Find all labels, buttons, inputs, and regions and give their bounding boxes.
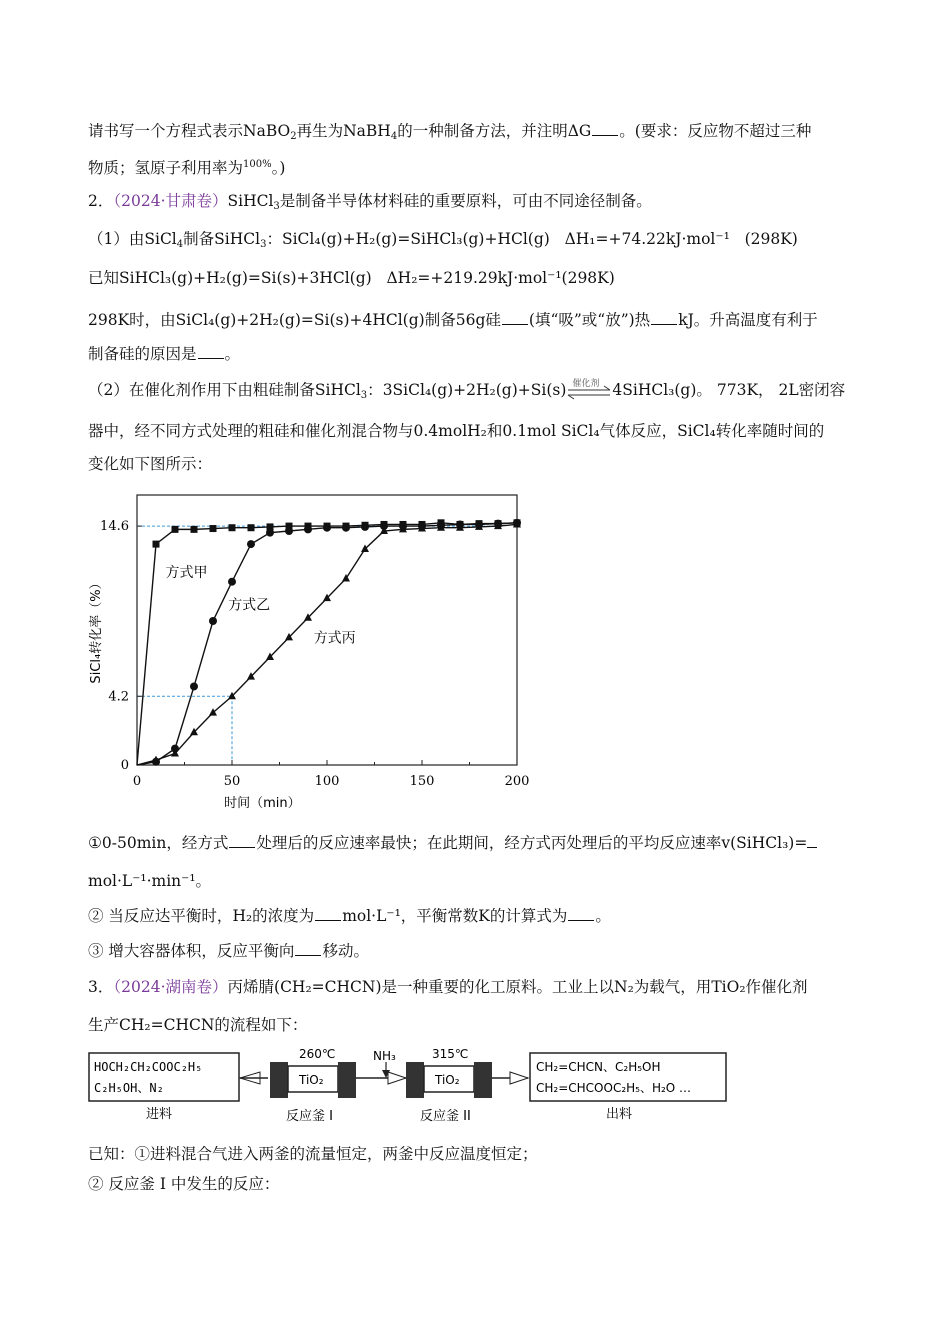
text-line xyxy=(88,154,285,179)
equation: 4SiHCl₃(g) xyxy=(612,381,697,399)
text: 转化率随时间的 xyxy=(715,422,825,440)
text: )是一种重要的化工原料。工业上以 xyxy=(375,978,615,996)
formula: TiO₂ xyxy=(711,978,746,996)
conversion-chart xyxy=(82,485,530,820)
question-2-header xyxy=(88,190,652,218)
reactor-flange-icon xyxy=(406,1062,424,1098)
reactor-flange-icon xyxy=(474,1062,492,1098)
text: 变化如下图所示： xyxy=(88,455,213,473)
arrow-icon xyxy=(388,1072,406,1084)
data-point xyxy=(228,578,236,586)
text: 298K时，由 xyxy=(88,311,176,329)
formula: SiHCl$_3$ xyxy=(227,192,280,212)
equilibrium-arrow-icon xyxy=(566,383,612,403)
data-point xyxy=(266,529,274,537)
question-number: 3． xyxy=(88,978,114,996)
x-tick-label: 0 xyxy=(132,774,142,789)
text-line xyxy=(88,267,615,289)
text-line xyxy=(88,453,212,475)
data-point xyxy=(323,524,331,532)
text: 处理后的反应速率最快；在此期间，经方式丙处理后的平均反应速率 xyxy=(256,834,722,852)
text: 是制备半导体材料硅的重要原料，可由不同途径制备。 xyxy=(279,192,652,210)
reactor-2-label: 反应釜 II xyxy=(420,1109,471,1124)
answer-blank[interactable] xyxy=(295,941,321,956)
question-source: （2024·甘肃卷） xyxy=(113,192,228,210)
output-line-2: CH₂=CHCOOC₂H₅、H₂O … xyxy=(536,1081,692,1095)
answer-blank[interactable] xyxy=(568,906,594,921)
equation: SiCl₄(g)+2H₂(g)=Si(s)+4HCl(g) xyxy=(175,311,425,329)
formula: SiHCl$_3$ xyxy=(314,381,368,401)
text-line xyxy=(88,1143,538,1165)
series-label: 方式甲 xyxy=(165,564,208,581)
question-number: 2． xyxy=(88,192,114,210)
formula: NaBO$_2$ xyxy=(243,122,297,142)
data-point xyxy=(361,523,369,531)
data-point xyxy=(285,527,293,535)
text: 已知 xyxy=(88,269,120,287)
process-flow-diagram xyxy=(88,1047,733,1130)
temperature: (298K) xyxy=(744,230,798,248)
value: 100% xyxy=(243,159,272,170)
text: ①0-50min，经方式 xyxy=(88,834,229,852)
text: ② 当反应达平衡时， xyxy=(88,907,233,925)
question-source: （2024·湖南卷） xyxy=(113,978,228,996)
text: 丙烯腈( xyxy=(227,978,281,996)
formula: SiHCl$_3$ xyxy=(214,230,267,250)
data-point xyxy=(342,524,350,532)
equation: SiHCl₃(g)+H₂(g)=Si(s)+3HCl(g) xyxy=(119,269,372,287)
value: 2L xyxy=(778,381,799,399)
text: 。 xyxy=(595,907,611,925)
text: 。 xyxy=(696,381,712,399)
value: 56g xyxy=(455,311,486,329)
arrow-icon xyxy=(510,1072,528,1084)
x-tick-label: 150 xyxy=(409,774,435,789)
data-point xyxy=(190,682,198,690)
text: （2）在催化剂作用下由粗硅制备 xyxy=(88,381,315,399)
text: 制备硅的原因是 xyxy=(88,345,197,363)
feed-line-1: HOCH₂CH₂COOC₂H₅ xyxy=(94,1060,203,1074)
value: 0.4molH₂ xyxy=(413,422,487,440)
formula: NaBH$_4$ xyxy=(343,122,398,142)
answer-blank[interactable] xyxy=(198,344,224,359)
text: 作催化剂 xyxy=(745,978,808,996)
feed-line-2: C₂H₅OH、N₂ xyxy=(94,1081,164,1095)
text: 。) xyxy=(271,159,286,177)
y-tick-label: 0 xyxy=(120,758,129,773)
formula: CH₂=CHCN xyxy=(119,1016,215,1034)
text-line xyxy=(88,228,798,256)
series-label: 方式丙 xyxy=(313,630,356,647)
reactor-1-catalyst: TiO₂ xyxy=(299,1073,324,1087)
data-point xyxy=(191,526,198,533)
text: 制备 xyxy=(424,311,456,329)
text-line xyxy=(88,1014,307,1036)
y-tick-label: 14.6 xyxy=(100,519,129,535)
text: ③ 增大容器体积，反应平衡向 xyxy=(88,942,295,960)
reactor-1-label: 反应釜 I xyxy=(286,1109,333,1124)
text: 的浓度为 xyxy=(252,907,315,925)
data-point xyxy=(210,525,217,532)
text: mol·L⁻¹·min⁻¹。 xyxy=(88,872,212,890)
data-point xyxy=(304,525,312,533)
text-line xyxy=(88,420,824,442)
x-axis-label: 时间（min） xyxy=(224,796,301,811)
value: 0.1mol SiCl₄ xyxy=(502,422,600,440)
text: （1）由 xyxy=(88,230,145,248)
text: 物质；氢原子利用率为 xyxy=(88,159,244,177)
text-line xyxy=(88,905,611,927)
text: 和 xyxy=(486,422,503,440)
text: 。(要求：反应物不超过三种 xyxy=(619,122,812,140)
data-point xyxy=(153,541,160,548)
data-point xyxy=(172,526,179,533)
reactor-1-temp: 260℃ xyxy=(299,1047,336,1061)
equation: SiCl₄(g)+H₂(g)=SiHCl₃(g)+HCl(g) xyxy=(281,230,550,248)
answer-blank[interactable] xyxy=(651,310,677,325)
text-line xyxy=(88,940,369,962)
nh3-label: NH₃ xyxy=(373,1049,396,1063)
data-point xyxy=(248,524,255,531)
text: 气体反应， xyxy=(599,422,678,440)
feed-label: 进料 xyxy=(146,1107,173,1122)
text: ： xyxy=(266,230,282,248)
text-line xyxy=(88,120,811,148)
text: kJ。升高温度有利于 xyxy=(678,311,818,329)
y-tick-label: 4.2 xyxy=(108,689,129,705)
text: 的一种制备方法，并注明 xyxy=(397,122,568,140)
equation: 3SiCl₄(g)+2H₂(g)+Si(s) xyxy=(382,381,567,399)
formula: N₂ xyxy=(614,978,634,996)
text: 制备 xyxy=(183,230,215,248)
reactor-1 xyxy=(270,1047,356,1124)
output-line-1: CH₂=CHCN、C₂H₅OH xyxy=(536,1060,661,1074)
text-line xyxy=(88,379,845,407)
reactor-2-temp: 315℃ xyxy=(432,1047,469,1061)
text: (填“吸”或“放”)热 xyxy=(528,311,651,329)
text: 为载气，用 xyxy=(633,978,712,996)
answer-blank[interactable] xyxy=(807,833,817,848)
text: 移动。 xyxy=(322,942,369,960)
text: 已知：①进料混合气进入两釜的流量恒定，两釜中反应温度恒定； xyxy=(88,1145,538,1163)
text-line xyxy=(88,832,817,854)
formula: CH₂=CHCN xyxy=(280,978,376,996)
answer-blank[interactable] xyxy=(315,906,341,921)
formula: v(SiHCl₃)= xyxy=(721,834,808,852)
question-3-header xyxy=(88,976,808,998)
formula: ΔG xyxy=(567,122,592,140)
reactor-2-catalyst: TiO₂ xyxy=(435,1073,460,1087)
text: 生产 xyxy=(88,1016,120,1034)
x-tick-label: 100 xyxy=(314,774,340,789)
text: ： xyxy=(367,381,383,399)
x-tick-label: 50 xyxy=(223,774,241,789)
text: 器中，经不同方式处理的粗硅和催化剂混合物与 xyxy=(88,422,414,440)
text-line xyxy=(88,309,818,331)
data-point xyxy=(209,708,217,716)
text: ② 反应釜 I 中发生的反应： xyxy=(88,1175,280,1193)
output-label: 出料 xyxy=(606,1107,633,1122)
text-line xyxy=(88,1173,279,1195)
reactor-2 xyxy=(406,1047,492,1124)
text: mol·L⁻¹，平衡常数K的计算式为 xyxy=(342,907,568,925)
text-line xyxy=(88,343,240,365)
formula: SiCl₄ xyxy=(677,422,716,440)
text: 再生为 xyxy=(296,122,344,140)
data-point xyxy=(247,540,255,548)
text: 硅 xyxy=(485,311,501,329)
enthalpy: ΔH₂=+219.29kJ·mol⁻¹(298K) xyxy=(386,269,615,287)
text: ， xyxy=(758,381,774,399)
reactor-flange-icon xyxy=(338,1062,356,1098)
y-axis-label: SiCl₄转化率（%） xyxy=(89,576,104,684)
text: 的流程如下： xyxy=(214,1016,308,1034)
x-tick-label: 200 xyxy=(504,774,530,789)
text: 密闭容 xyxy=(798,381,846,399)
data-point xyxy=(209,617,217,625)
answer-blank[interactable] xyxy=(502,310,528,325)
answer-blank[interactable] xyxy=(229,833,255,848)
text: 。 xyxy=(224,345,241,363)
answer-blank[interactable] xyxy=(592,121,618,136)
series-label: 方式乙 xyxy=(228,597,271,614)
formula: H₂ xyxy=(232,907,253,925)
text: 请书写一个方程式表示 xyxy=(88,122,244,140)
enthalpy: ΔH₁=+74.22kJ·mol⁻¹ xyxy=(564,230,730,248)
catalyst-label: 催化剂 xyxy=(572,379,600,389)
formula: SiCl$_4$ xyxy=(144,230,184,250)
data-point xyxy=(229,524,236,531)
text-line xyxy=(88,870,211,892)
value: 773K xyxy=(716,381,759,399)
reversible-arrow xyxy=(566,381,612,401)
reactor-flange-icon xyxy=(270,1062,288,1098)
